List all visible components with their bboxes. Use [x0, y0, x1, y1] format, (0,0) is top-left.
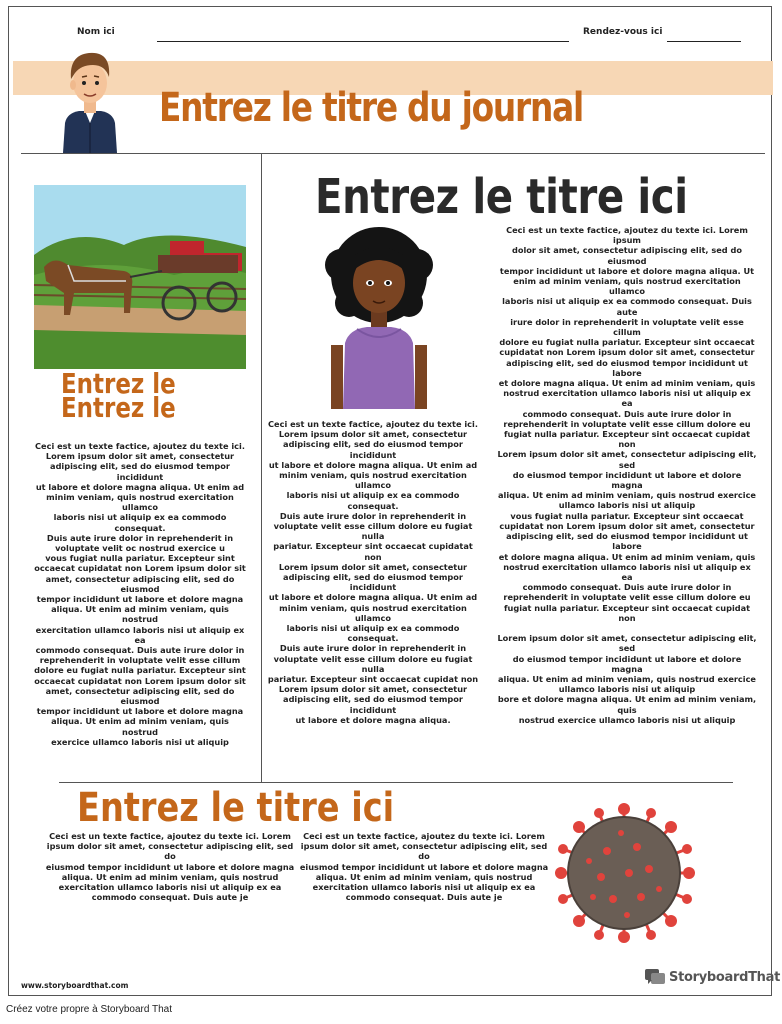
column-rule: [261, 153, 262, 783]
bottom-title: Entrez le titre ici: [77, 785, 395, 831]
page-caption[interactable]: Créez votre propre à Storyboard That: [6, 1004, 173, 1015]
masthead-title: Entrez le titre du journal: [159, 85, 584, 131]
woman-avatar: [319, 225, 439, 409]
storyboard-logo-text: StoryboardThat: [669, 969, 781, 985]
bottom-left-body-text: Ceci est un texte factice, ajoutez du texte ici. Lorem ipsum dolor sit amet, consectetur adipiscing elit, sed do eiusmod tempor incididunt ut labore et dolore magna aliqua. Ut enim ad minim veniam, quis nostrud exercitation ullamco laboris nisi ut aliquip ex ea commodo consequat. Duis aute je: [45, 831, 295, 903]
main-title: Entrez le titre ici: [315, 169, 688, 225]
horse-carriage-image: [34, 185, 246, 369]
date-label: Rendez-vous ici: [583, 27, 663, 37]
name-label: Nom ici: [77, 27, 115, 37]
man-avatar: [55, 43, 125, 153]
newspaper-page: [8, 6, 781, 996]
left-body-text: Ceci est un texte factice, ajoutez du texte ici. Lorem ipsum dolor sit amet, consectetur adipiscing elit, sed do eiusmod tempor incididunt ut labore et dolore magna aliqua. Ut enim ad minim veniam, quis nostrud exercitation ullamco laboris nisi ut aliquip ex ea commodo consequat. Duis aute irure dolor in reprehenderit in voluptate velit oc nostrud exercice u vous fugiat nulla pariatur. Excepteur sint occaecat cupidatat non Lorem ipsum dolor sit amet, consectetur adipiscing elit, sed do eiusmod tempor incididunt ut labore et dolore magna aliqua. Ut enim ad minim veniam, quis nostrud exercitation ullamco laboris nisi ut aliquip ex ea commodo consequat. Duis aute irure dolor in reprehenderit in voluptate velit esse cillum dolore eu fugiat nulla pariatur. Excepteur sint occaecat cupidatat non Lorem ipsum dolor sit amet, consectetur adipiscing elit, sed do eiusmod tempor incididunt ut labore et dolore magna aliqua. Ut enim ad minim veniam, quis nostrud exercice ullamco laboris nisi ut aliquip: [34, 441, 246, 747]
name-line: [157, 41, 569, 42]
bottom-right-body-text: Ceci est un texte factice, ajoutez du texte ici. Lorem ipsum dolor sit amet, consectetur adipiscing elit, sed do eiusmod tempor incididunt ut labore et dolore magna aliqua. Ut enim ad minim veniam, quis nostrud exercitation ullamco laboris nisi ut aliquip ex ea commodo consequat. Duis aute je: [299, 831, 549, 903]
footer-site-url[interactable]: www.storyboardthat.com: [21, 981, 129, 990]
storyboard-logo[interactable]: [645, 969, 780, 985]
top-rule: [21, 153, 765, 154]
right-body-text: Ceci est un texte factice, ajoutez du texte ici. Lorem ipsum dolor sit amet, consectetur adipiscing elit, sed do eiusmod tempor incididunt ut labore et dolore magna aliqua. Ut enim ad minim veniam, quis nostrud exercitation ullamco laboris nisi ut aliquip ex ea commodo consequat. Duis aute irure dolor in reprehenderit in voluptate velit esse cillum dolore eu fugiat nulla pariatur. Excepteur sint occaecat cupidatat non Lorem ipsum dolor sit amet, consectetur adipiscing elit, sed do eiusmod tempor incididunt ut labore et dolore magna aliqua. Ut enim ad minim veniam, quis nostrud exercitation ullamco laboris nisi ut aliquip ex ea commodo consequat. Duis aute irure dolor in reprehenderit in voluptate velit esse cillum dolore eu fugiat nulla pariatur. Excepteur sint occaecat cupidat non Lorem ipsum dolor sit amet, consectetur adipiscing elit, sed do eiusmod tempor incididunt ut labore et dolore magna aliqua. Ut enim ad minim veniam, quis nostrud exercice ullamco laboris nisi ut aliquip vous fugiat nulla pariatur. Excepteur sint occaecat cupidatat non Lorem ipsum dolor sit amet, consectetur adipiscing elit, sed do eiusmod tempor incididunt ut labore et dolore magna aliqua. Ut enim ad minim veniam, quis nostrud exercitation ullamco laboris nisi ut aliquip ex ea commodo consequat. Duis aute irure dolor in reprehenderit in voluptate velit esse cillum dolore eu fugiat nulla pariatur. Excepteur sint occaecat cupidat non Lorem ipsum dolor sit amet, consectetur adipiscing elit, sed do eiusmod tempor incididunt ut labore et dolore magna aliqua. Ut enim ad minim veniam, quis nostrud exercice ullamco laboris nisi ut aliquip bore et dolore magna aliqua. Ut enim ad minim veniam, quis nostrud exercice ullamco laboris nisi ut aliquip: [497, 225, 757, 725]
left-title: Entrez le: [61, 367, 176, 400]
left-title-repeat: Entrez le: [61, 391, 176, 424]
bottom-rule: [59, 782, 733, 783]
virus-icon: [549, 803, 699, 943]
storyboard-logo-icon: [645, 969, 665, 985]
center-body-text: Ceci est un texte factice, ajoutez du texte ici. Lorem ipsum dolor sit amet, consectetur adipiscing elit, sed do eiusmod tempor incididunt ut labore et dolore magna aliqua. Ut enim ad minim veniam, quis nostrud exercitation ullamco laboris nisi ut aliquip ex ea commodo consequat. Duis aute irure dolor in reprehenderit in voluptate velit esse cillum dolore eu fugiat nulla pariatur. Excepteur sint occaecat cupidatat non Lorem ipsum dolor sit amet, consectetur adipiscing elit, sed do eiusmod tempor incididunt ut labore et dolore magna aliqua. Ut enim ad minim veniam, quis nostrud exercitation ullamco laboris nisi ut aliquip ex ea commodo consequat. Duis aute irure dolor in reprehenderit in voluptate velit esse cillum dolore eu fugiat nulla pariatur. Excepteur sint occaecat cupidat non Lorem ipsum dolor sit amet, consectetur adipiscing elit, sed do eiusmod tempor incididunt ut labore et dolore magna aliqua.: [267, 419, 479, 725]
date-line: [667, 41, 741, 42]
